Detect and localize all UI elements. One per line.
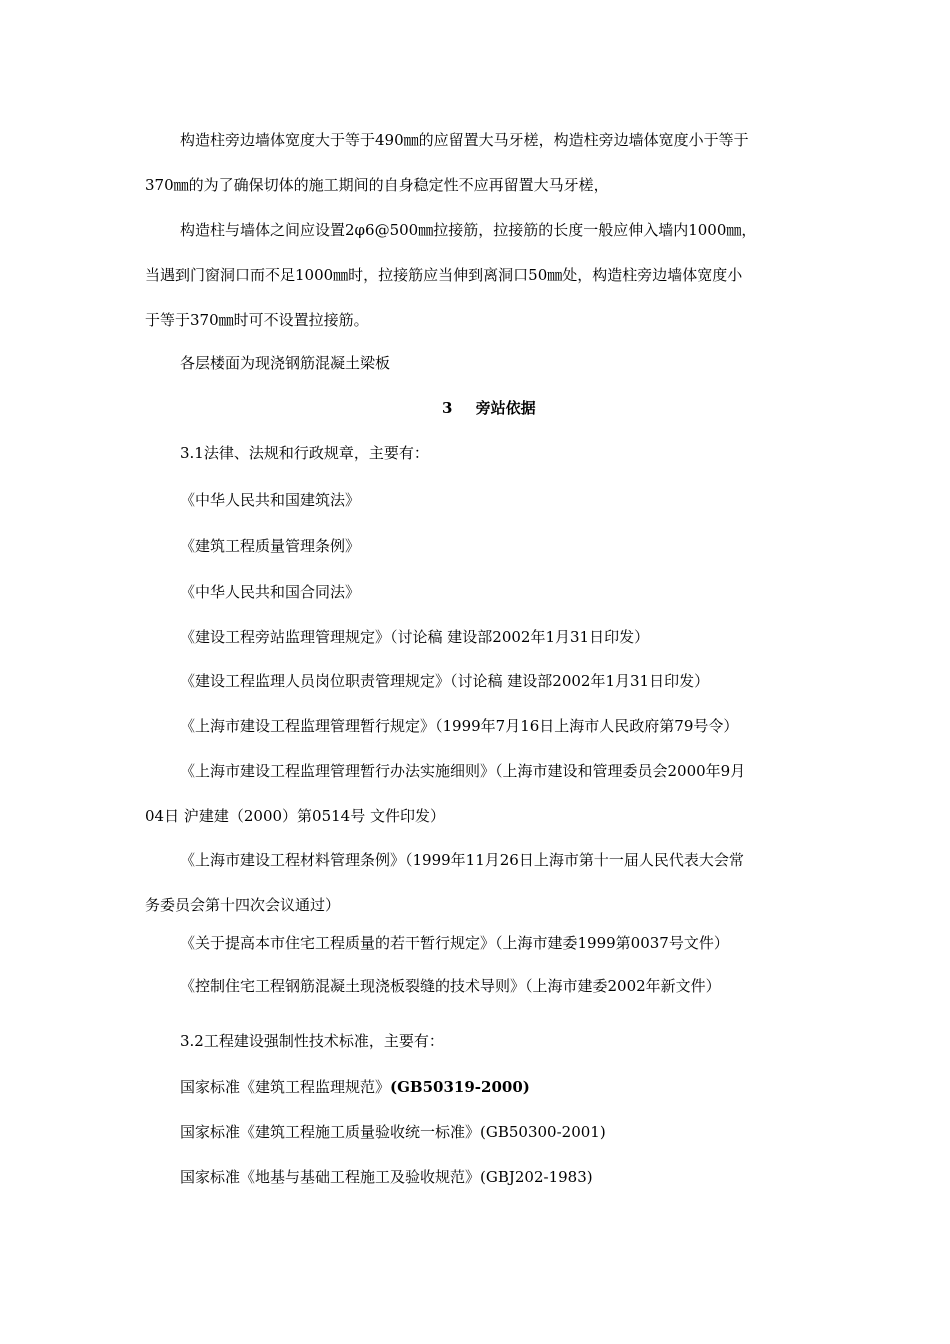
standard-code: (GBJ202-1983) (480, 1168, 593, 1186)
intro-paragraph-1-line-1: 构造柱旁边墙体宽度大于等于490㎜的应留置大马牙槎，构造柱旁边墙体宽度小于等于 (180, 131, 749, 149)
standard-code: (GB50300-2001) (480, 1123, 606, 1141)
intro-paragraph-2-line-3: 于等于370㎜时可不设置拉接筋。 (145, 311, 369, 329)
intro-paragraph-3: 各层楼面为现浇钢筋混凝土梁板 (180, 354, 391, 372)
section-3-number: 3 (442, 399, 453, 417)
law-item: 《控制住宅工程钢筋混凝土现浇板裂缝的技术导则》（上海市建委2002年新文件） (180, 977, 721, 995)
law-item: 《建设工程旁站监理管理规定》（讨论稿 建设部2002年1月31日印发） (180, 628, 650, 646)
law-item-continuation: 04日 沪建建（2000）第0514号 文件印发） (145, 807, 445, 825)
standard-name: 国家标准《建筑工程施工质量验收统一标准》 (180, 1123, 481, 1141)
law-item: 《建设工程监理人员岗位职责管理规定》（讨论稿 建设部2002年1月31日印发） (180, 672, 710, 690)
law-item: 《上海市建设工程监理管理暂行规定》（1999年7月16日上海市人民政府第79号令） (180, 717, 739, 735)
standard-item (180, 1122, 606, 1142)
section-3-2-heading: 3.2工程建设强制性技术标准，主要有： (180, 1032, 444, 1050)
law-item: 《中华人民共和国合同法》 (180, 583, 361, 601)
law-item: 《上海市建设工程监理管理暂行办法实施细则》（上海市建设和管理委员会2000年9月 (180, 762, 746, 780)
standard-item (180, 1167, 593, 1187)
section-3-title: 旁站依据 (475, 399, 536, 417)
intro-paragraph-1-line-2: 370㎜的为了确保切体的施工期间的自身稳定性不应再留置大马牙槎， (145, 176, 609, 194)
law-item: 《中华人民共和国建筑法》 (180, 491, 361, 509)
law-item: 《关于提高本市住宅工程质量的若干暂行规定》（上海市建委1999第0037号文件） (180, 934, 729, 952)
law-item: 《上海市建设工程材料管理条例》（1999年11月26日上海市第十一届人民代表大会常 (180, 851, 744, 869)
intro-paragraph-2-line-1: 构造柱与墙体之间应设置2φ6@500㎜拉接筋，拉接筋的长度一般应伸入墙内1000㎜， (180, 221, 757, 239)
intro-paragraph-2-line-2: 当遇到门窗洞口而不足1000㎜时，拉接筋应当伸到离洞口50㎜处，构造柱旁边墙体宽度小 (145, 266, 743, 284)
standard-name: 国家标准《建筑工程监理规范》 (180, 1078, 391, 1096)
standard-code: (GB50319-2000) (390, 1078, 530, 1096)
section-3-heading (442, 398, 536, 418)
law-item-continuation: 务委员会第十四次会议通过） (145, 896, 341, 914)
law-item: 《建筑工程质量管理条例》 (180, 537, 361, 555)
section-3-1-heading: 3.1法律、法规和行政规章，主要有： (180, 444, 429, 462)
standard-item (180, 1077, 530, 1097)
standard-name: 国家标准《地基与基础工程施工及验收规范》 (180, 1168, 481, 1186)
